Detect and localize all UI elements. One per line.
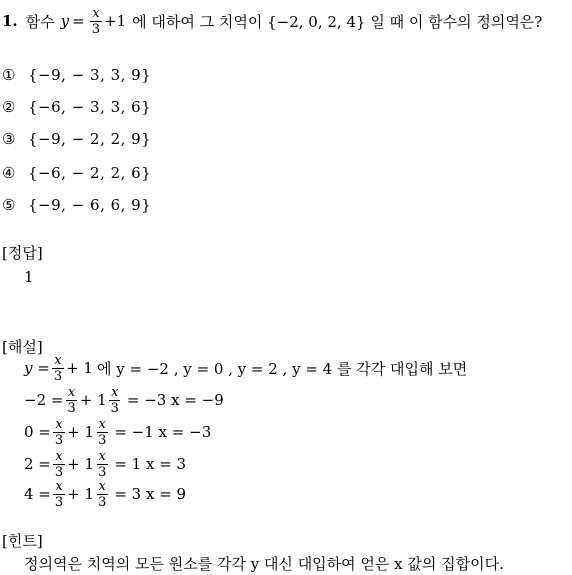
choice-value: {−6, − 3, 3, 6} (28, 98, 152, 116)
answer-value: 1 (24, 268, 34, 286)
choice-value: {−9, − 2, 2, 9} (28, 130, 152, 148)
step-rhs: = 1 x = 3 (114, 455, 187, 473)
question-y: y (60, 12, 70, 30)
choice-value: {−6, − 2, 2, 6} (28, 164, 152, 182)
choice-mark: ⑤ (2, 196, 16, 214)
step-fraction-2 (96, 480, 108, 509)
choice-1[interactable] (2, 66, 151, 84)
choice-5[interactable] (2, 196, 151, 214)
choice-mark: ④ (2, 164, 16, 182)
step-plus: + 1 (79, 391, 107, 409)
step-lhs: 2 = (24, 455, 51, 473)
step-plus: + 1 (67, 485, 95, 503)
fraction-denominator: 3 (110, 400, 119, 416)
fraction-numerator: x (67, 384, 76, 400)
fraction-denominator: 3 (54, 464, 64, 480)
fraction-numerator: x (55, 448, 63, 464)
question-number: 1. (2, 12, 18, 30)
step-fraction (53, 480, 65, 509)
fraction-denominator: 3 (54, 494, 64, 510)
step-fraction (53, 450, 65, 479)
step-fraction (53, 418, 65, 447)
hint-text: 정의역은 치역의 모든 원소를 각각 y 대신 대입하여 얻은 x 값의 집합이다. (24, 555, 504, 573)
solution-intro-fraction (52, 354, 64, 383)
step-lhs: 4 = (24, 485, 51, 503)
fraction-denominator: 3 (98, 494, 107, 510)
question-eq: = (72, 12, 85, 30)
fraction-numerator: x (55, 478, 63, 494)
choice-mark: ① (2, 66, 16, 84)
step-lhs: 0 = (24, 423, 51, 441)
question-rest: 에 대하여 그 치역이 {−2, 0, 2, 4} 일 때 이 함수의 정의역은? (132, 12, 543, 31)
choice-mark: ③ (2, 130, 16, 148)
solution-step-4 (24, 480, 190, 508)
fraction-denominator: 3 (98, 464, 107, 480)
hint-label: [힌트] (2, 532, 43, 550)
solution-intro-lhs: y = (24, 359, 50, 377)
solution-step-3 (24, 450, 190, 478)
solution-step-1 (24, 386, 228, 414)
choice-value: {−9, − 3, 3, 9} (28, 66, 152, 84)
choice-value: {−9, − 6, 6, 9} (28, 196, 152, 214)
solution-step-2 (24, 418, 215, 446)
choice-2[interactable] (2, 98, 151, 116)
step-rhs: = −3 x = −9 (126, 391, 224, 409)
choice-4[interactable] (2, 164, 151, 182)
step-lhs: −2 = (24, 391, 64, 409)
step-fraction-2 (96, 418, 108, 447)
step-plus: + 1 (67, 423, 95, 441)
step-rhs: = 3 x = 9 (114, 485, 187, 503)
fraction-numerator: x (92, 5, 100, 21)
question-after-fraction: +1 (104, 12, 127, 30)
step-fraction-2 (96, 450, 108, 479)
solution-intro (24, 354, 471, 382)
fraction-numerator: x (98, 478, 106, 494)
choice-mark: ② (2, 98, 16, 116)
step-rhs: = −1 x = −3 (114, 423, 212, 441)
solution-intro-text: 에 y = −2 , y = 0 , y = 2 , y = 4 를 각각 대입해 보면 (96, 359, 468, 378)
step-fraction-2 (109, 386, 121, 415)
question-fraction (90, 7, 102, 36)
fraction-numerator: x (98, 416, 106, 432)
step-plus: + 1 (67, 455, 95, 473)
solution-label: [해설] (2, 338, 43, 356)
fraction-numerator: x (98, 448, 106, 464)
solution-intro-after: + 1 (66, 359, 93, 377)
question-line (2, 0, 542, 42)
fraction-denominator: 3 (67, 400, 76, 416)
fraction-denominator: 3 (54, 432, 64, 448)
fraction-numerator: x (54, 352, 62, 368)
choice-3[interactable] (2, 130, 151, 148)
fraction-denominator: 3 (53, 368, 63, 384)
step-fraction (65, 386, 77, 415)
fraction-numerator: x (111, 384, 119, 400)
fraction-numerator: x (55, 416, 63, 432)
question-prefix: 함수 (25, 12, 55, 31)
fraction-denominator: 3 (98, 432, 107, 448)
answer-label: [정답] (2, 244, 43, 262)
fraction-denominator: 3 (91, 21, 100, 37)
